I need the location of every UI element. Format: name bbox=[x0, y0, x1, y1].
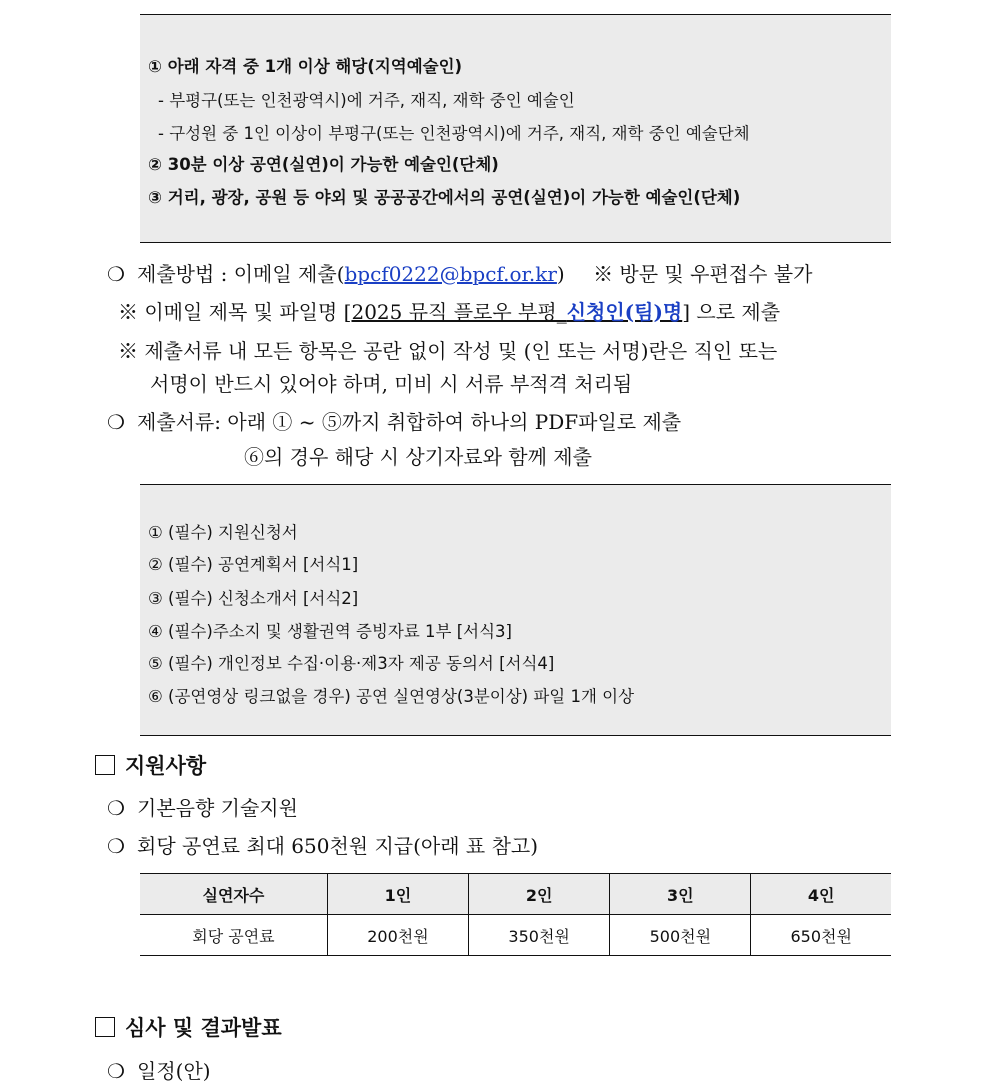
review-item-1 bbox=[107, 1055, 211, 1084]
support-item-1-text: 기본음향 기술지원 bbox=[137, 796, 298, 820]
fee-table-header: 4인 bbox=[751, 874, 891, 915]
support-item-2 bbox=[107, 830, 538, 859]
checkbox-icon bbox=[95, 755, 115, 775]
eligibility-item-3: ③ 거리, 광장, 공원 등 야외 및 공공공간에서의 공연(실연)이 가능한 예술인(단체) bbox=[148, 188, 741, 207]
circle-bullet-icon: ❍ bbox=[107, 410, 125, 434]
fields-note-line-2: 서명이 반드시 있어야 하며, 미비 시 서류 부적격 처리됨 bbox=[150, 372, 633, 396]
review-section-title bbox=[95, 1012, 282, 1042]
checkbox-icon bbox=[95, 1017, 115, 1037]
fields-note-line-1: ※ 제출서류 내 모든 항목은 공란 없이 작성 및 (인 또는 서명)란은 직인 또는 bbox=[118, 339, 778, 363]
fee-table-header-row bbox=[140, 874, 891, 915]
document-item-5: ⑤ (필수) 개인정보 수집·이용·제3자 제공 동의서 [서식4] bbox=[148, 654, 555, 673]
document-item-4: ④ (필수)주소지 및 생활권역 증빙자료 1부 [서식3] bbox=[148, 622, 512, 641]
fee-table-header: 3인 bbox=[610, 874, 751, 915]
eligibility-box bbox=[140, 14, 891, 243]
support-title-text: 지원사항 bbox=[125, 754, 207, 778]
fee-table-cell: 350천원 bbox=[469, 915, 610, 956]
support-item-2-text: 회당 공연료 최대 650천원 지급(아래 표 참고) bbox=[137, 834, 539, 858]
documents-line-1-text: 제출서류: 아래 ① ~ ⑤까지 취합하여 하나의 PDF파일로 제출 bbox=[137, 410, 682, 434]
submission-method bbox=[107, 258, 812, 287]
eligibility-item-2: ② 30분 이상 공연(실연)이 가능한 예술인(단체) bbox=[148, 155, 499, 174]
circle-bullet-icon: ❍ bbox=[107, 1059, 125, 1083]
fee-table-cell: 200천원 bbox=[327, 915, 468, 956]
fee-table-header: 1인 bbox=[327, 874, 468, 915]
email-title-note-suffix: ] 으로 제출 bbox=[682, 300, 781, 324]
submission-method-label: 제출방법 : 이메일 제출( bbox=[137, 262, 345, 286]
support-item-1 bbox=[107, 792, 298, 821]
support-section-title bbox=[95, 750, 206, 780]
eligibility-subitem-1: - 부평구(또는 인천광역시)에 거주, 재직, 재학 중인 예술인 bbox=[158, 91, 575, 110]
circle-bullet-icon: ❍ bbox=[107, 796, 125, 820]
email-title-note-prefix: ※ 이메일 제목 및 파일명 [ bbox=[118, 300, 352, 324]
document-item-2: ② (필수) 공연계획서 [서식1] bbox=[148, 555, 359, 574]
eligibility-item-1: ① 아래 자격 중 1개 이상 해당(지역예술인) bbox=[148, 57, 463, 76]
fee-table-cell: 500천원 bbox=[610, 915, 751, 956]
applicant-name-highlight: 신청인(팀)명 bbox=[566, 300, 683, 324]
fee-table-header: 2인 bbox=[469, 874, 610, 915]
documents-line-1 bbox=[107, 406, 681, 435]
email-link[interactable]: bpcf0222@bpcf.or.kr bbox=[344, 262, 557, 286]
documents-line-2: ⑥의 경우 해당 시 상기자료와 함께 제출 bbox=[244, 445, 592, 469]
documents-box bbox=[140, 484, 891, 736]
email-title-note-underlined bbox=[351, 300, 682, 324]
document-item-1: ① (필수) 지원신청서 bbox=[148, 523, 298, 542]
circle-bullet-icon: ❍ bbox=[107, 262, 125, 286]
review-title-text: 심사 및 결과발표 bbox=[125, 1016, 282, 1040]
email-title-note-text: 2025 뮤직 플로우 부평_ bbox=[351, 300, 567, 324]
circle-bullet-icon: ❍ bbox=[107, 834, 125, 858]
review-item-1-text: 일정(안) bbox=[137, 1059, 211, 1083]
fee-table bbox=[140, 873, 891, 956]
eligibility-subitem-2: - 구성원 중 1인 이상이 부평구(또는 인천광역시)에 거주, 재직, 재학 중인 예술단체 bbox=[158, 124, 750, 143]
fee-table-cell: 650천원 bbox=[751, 915, 891, 956]
submission-method-close: ) bbox=[556, 262, 565, 286]
email-title-note bbox=[118, 296, 780, 325]
document-item-3: ③ (필수) 신청소개서 [서식2] bbox=[148, 589, 359, 608]
document-item-6: ⑥ (공연영상 링크없을 경우) 공연 실연영상(3분이상) 파일 1개 이상 bbox=[148, 687, 635, 706]
no-visit-note: ※ 방문 및 우편접수 불가 bbox=[593, 262, 813, 286]
fee-table-cell: 회당 공연료 bbox=[140, 915, 327, 956]
fee-table-header: 실연자수 bbox=[140, 874, 327, 915]
table-row bbox=[140, 915, 891, 956]
